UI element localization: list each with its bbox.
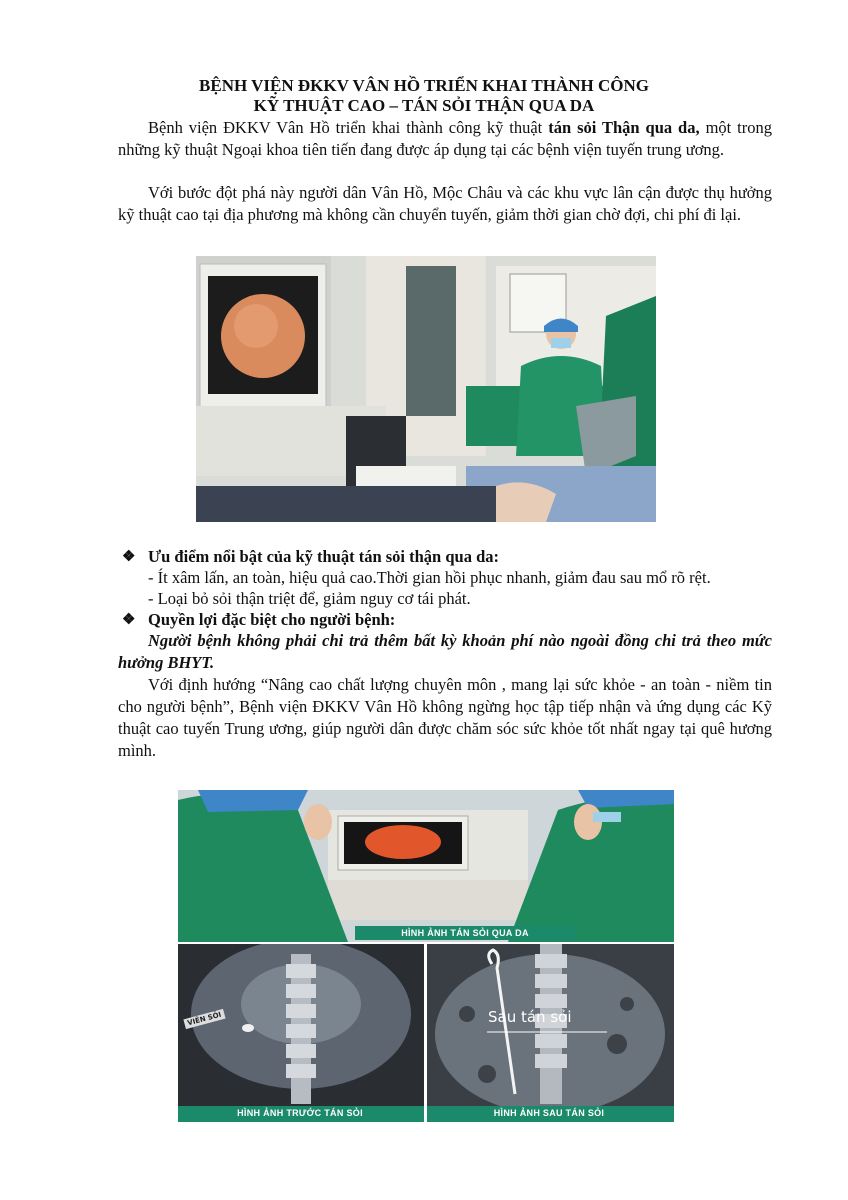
title-line-2: KỸ THUẬT CAO – TÁN SỎI THẬN QUA DA bbox=[253, 96, 595, 115]
procedure-caption: HÌNH ẢNH TÁN SỎI QUA DA bbox=[355, 926, 575, 940]
advantage-item-1: - Ít xâm lấn, an toàn, hiệu quả cao.Thời gian hồi phục nhanh, giảm đau sau mổ rõ rệt. bbox=[148, 568, 711, 587]
intro-p1-prefix: Bệnh viện ĐKKV Vân Hồ triển khai thành công kỹ thuật bbox=[148, 118, 549, 137]
advantage-item-2: - Loại bỏ sỏi thận triệt để, giảm nguy cơ tái phát. bbox=[148, 589, 471, 608]
xray-before-photo bbox=[178, 944, 424, 1122]
stone-label: VIÊN SỎI bbox=[183, 1009, 225, 1029]
title-line-1: BỆNH VIỆN ĐKKV VÂN HỒ TRIỂN KHAI THÀNH CÔNG bbox=[199, 76, 649, 95]
benefits-text-content: Người bệnh không phải chi trả thêm bất kỳ khoản phí nào ngoài đồng chi trả theo mức hưởng BHYT. bbox=[118, 631, 772, 672]
before-caption: HÌNH ẢNH TRƯỚC TÁN SỎI bbox=[184, 1106, 416, 1120]
xray-after-photo bbox=[427, 944, 674, 1122]
benefits-heading-text: Quyền lợi đặc biệt cho người bệnh: bbox=[148, 610, 396, 629]
intro-paragraph-1 bbox=[118, 117, 772, 161]
after-xray-label: Sau tán sỏi bbox=[488, 1008, 572, 1026]
intro-p1-suffix: một trong những kỹ thuật Ngoại khoa tiên tiến đang được áp dụng tại các bệnh viện tuyến trung ương. bbox=[118, 118, 773, 159]
benefits-text bbox=[118, 630, 772, 674]
intro-p2-text: Với bước đột phá này người dân Vân Hồ, Mộc Châu và các khu vực lân cận được thụ hưởng kỹ thuật cao tại địa phương mà không cần chuyển tuyến, giảm thời gian chờ đợi, chi phí đi lại. bbox=[118, 183, 772, 224]
operating-room-photo bbox=[196, 256, 656, 522]
benefits-heading bbox=[122, 609, 395, 631]
advantages-heading bbox=[122, 546, 499, 568]
after-caption: HÌNH ẢNH SAU TÁN SỎI bbox=[433, 1106, 665, 1120]
procedure-photo bbox=[178, 790, 674, 942]
advantages-heading-text: Ưu điểm nổi bật của kỹ thuật tán sỏi thận qua da: bbox=[148, 547, 500, 566]
closing-paragraph bbox=[118, 674, 772, 762]
closing-text: Với định hướng “Nâng cao chất lượng chuyên môn , mang lại sức khỏe - an toàn - niềm tin cho người bệnh”, Bệnh viện ĐKKV Vân Hồ không ngừng học tập tiếp nhận và ứng dụng các Kỹ thuật cao tuyến Trung ương, giúp người dân được chăm sóc sức khỏe tốt nhất ngay tại quê hương mình. bbox=[118, 675, 772, 760]
diamond-bullet-icon: ❖ bbox=[122, 612, 136, 628]
intro-paragraph-2 bbox=[118, 182, 772, 226]
diamond-bullet-icon: ❖ bbox=[122, 549, 136, 565]
intro-p1-bold: tán sỏi Thận qua da, bbox=[548, 118, 700, 137]
